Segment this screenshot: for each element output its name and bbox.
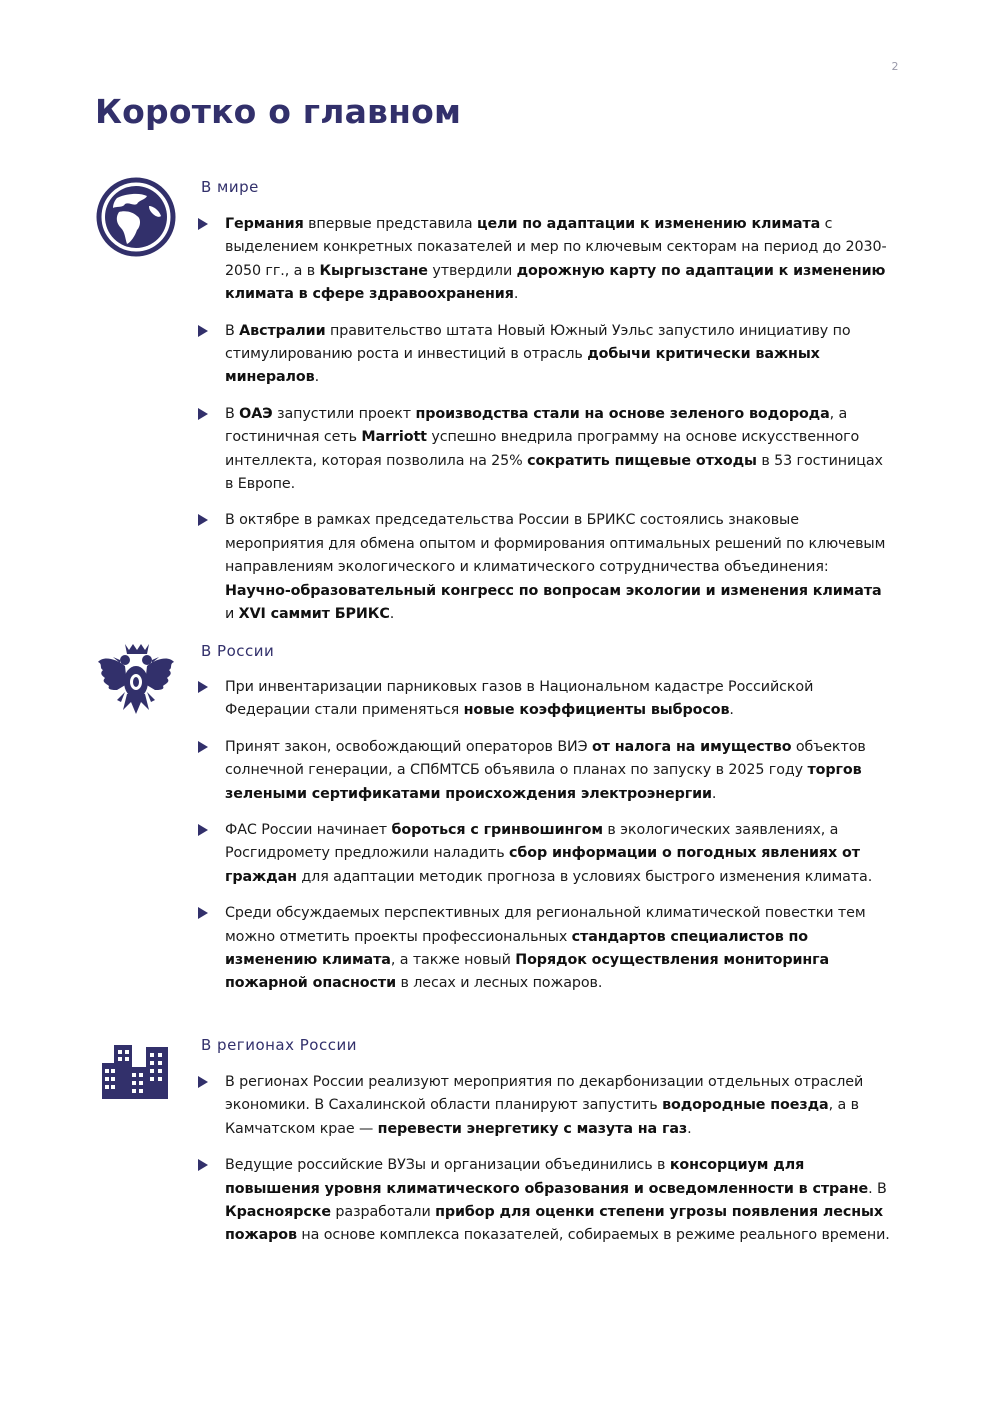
- bullet-list: [195, 676, 895, 1009]
- list-item: [195, 320, 895, 390]
- bullet-text: В Австралии правительство штата Новый Южный Уэльс запустило инициативу по стимулированию роста и инвестиций в отрасль добычи критически важных минералов.: [225, 322, 851, 386]
- bullet-text: Ведущие российские ВУЗы и организации объединились в консорциум для повышения уровня климатического образования и осведомленности в стране. В Красноярске разработали прибор для оценки степени угрозы появления лесных пожаров на основе комплекса показателей, собираемых в режиме реального времени.: [225, 1157, 890, 1244]
- list-item: [195, 736, 895, 806]
- triangle-bullet-icon: [198, 681, 208, 693]
- bullet-text: Среди обсуждаемых перспективных для региональной климатической повестки тем можно отметить проекты профессиональных стандартов специалистов по изменению климата, а также новый Порядок осуществления мониторинга пожарной опасности в лесах и лесных пожаров.: [225, 905, 866, 992]
- section-heading: В России: [201, 642, 275, 660]
- list-item: [195, 403, 895, 497]
- double-headed-eagle-icon: [95, 640, 177, 724]
- triangle-bullet-icon: [198, 741, 208, 753]
- bullet-text: В регионах России реализуют мероприятия по декарбонизации отдельных отраслей экономики. В Сахалинской области планируют запустить водородные поезда, а в Камчатском крае — перевести энергетику с мазута на газ.: [225, 1074, 864, 1137]
- city-buildings-icon: [102, 1045, 170, 1103]
- list-item: [195, 819, 895, 889]
- triangle-bullet-icon: [198, 824, 208, 836]
- triangle-bullet-icon: [198, 325, 208, 337]
- bullet-text: ФАС России начинает бороться с гринвошингом в экологических заявлениях, а Росгидромету предложили наладить сбор информации о погодных явлениях от граждан для адаптации методик прогноза в условиях быстрого изменения климата.: [225, 822, 873, 885]
- globe-icon: [95, 176, 177, 262]
- list-item: [195, 509, 895, 626]
- list-item: [195, 1154, 895, 1248]
- bullet-text: В октябре в рамках председательства России в БРИКС состоялись знаковые мероприятия для обмена опытом и формирования оптимальных решений по ключевым направлениям экологического и климатического сотрудничества объединения: Научно-образовательный конгресс по вопросам экологии и изменения климата и XVI саммит БРИКС.: [225, 512, 886, 623]
- list-item: [195, 676, 895, 723]
- bullet-text: Германия впервые представила цели по адаптации к изменению климата с выделением конкретных показателей и мер по ключевым секторам на период до 2030-2050 гг., а в Кыргызстане утвердили дорожную карту по адаптации к изменению климата в сфере здравоохранения.: [225, 216, 887, 303]
- section-heading: В регионах России: [201, 1036, 357, 1054]
- bullet-list: [195, 213, 895, 640]
- bullet-text: Принят закон, освобождающий операторов ВИЭ от налога на имущество объектов солнечной генерации, а СПбМТСБ объявила о планах по запуску в 2025 году торгов зелеными сертификатами происхождения электроэнергии.: [225, 738, 866, 802]
- bullet-list: [195, 1071, 895, 1261]
- page-number: 2: [891, 60, 899, 73]
- page-title: Коротко о главном: [95, 92, 462, 131]
- triangle-bullet-icon: [198, 218, 208, 230]
- triangle-bullet-icon: [198, 907, 208, 919]
- triangle-bullet-icon: [198, 408, 208, 420]
- section-heading: В мире: [201, 178, 259, 196]
- triangle-bullet-icon: [198, 1076, 208, 1088]
- list-item: [195, 1071, 895, 1141]
- list-item: [195, 213, 895, 307]
- bullet-text: В ОАЭ запустили проект производства стали на основе зеленого водорода, а гостиничная сеть Marriott успешно внедрила программу на основе искусственного интеллекта, которая позволила на 25% сократить пищевые отходы в 53 гостиницах в Европе.: [225, 405, 883, 493]
- triangle-bullet-icon: [198, 1159, 208, 1171]
- list-item: [195, 902, 895, 996]
- bullet-text: При инвентаризации парниковых газов в Национальном кадастре Российской Федерации стали применяться новые коэффициенты выбросов.: [225, 679, 814, 719]
- triangle-bullet-icon: [198, 514, 208, 526]
